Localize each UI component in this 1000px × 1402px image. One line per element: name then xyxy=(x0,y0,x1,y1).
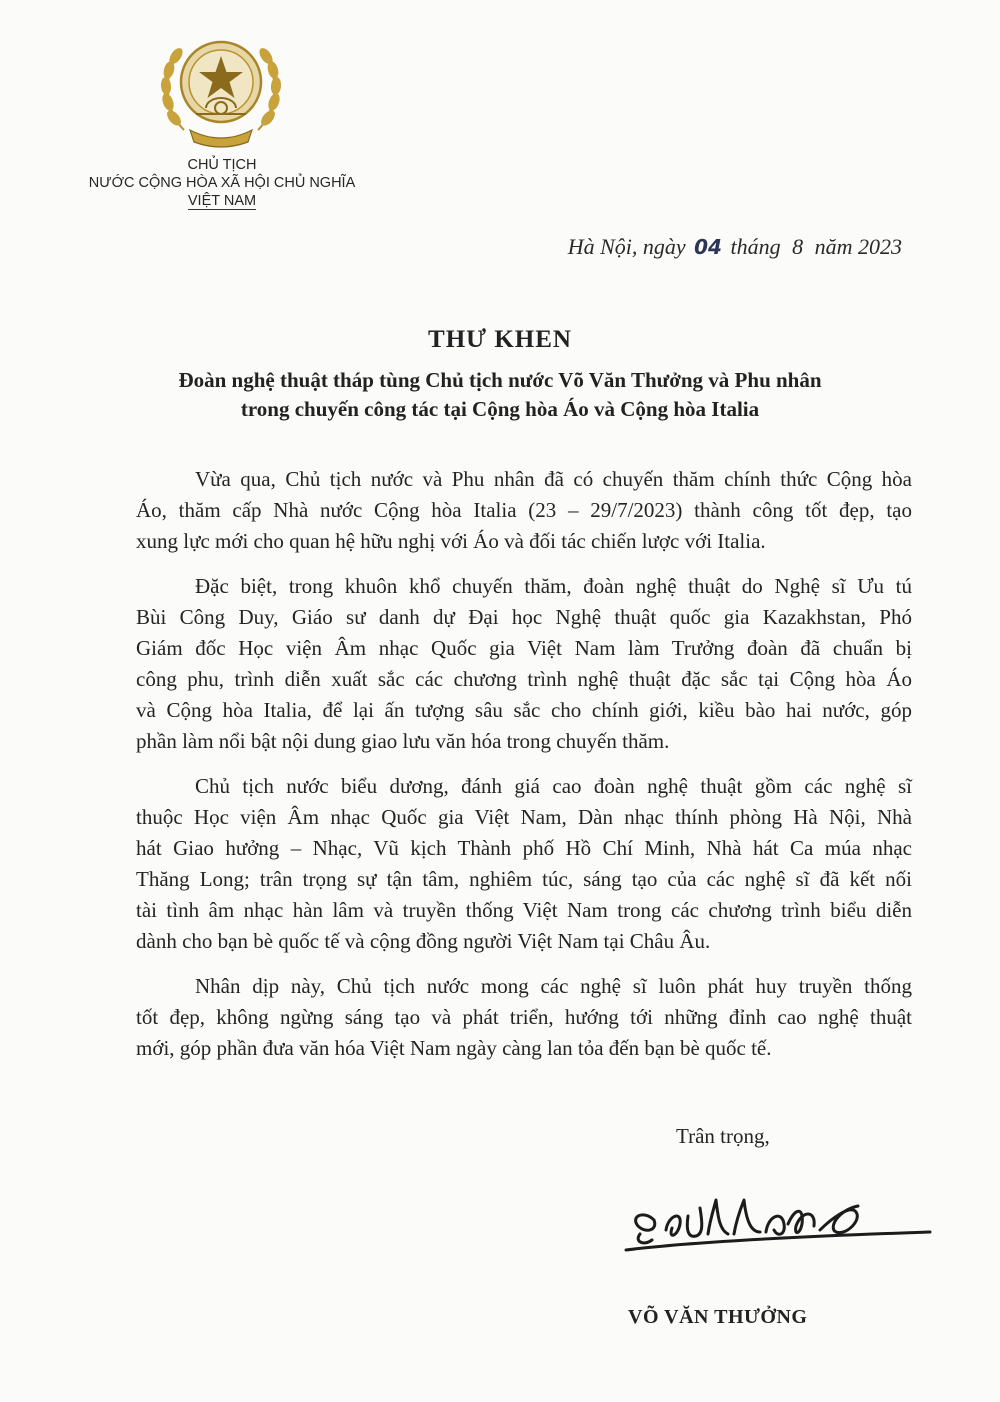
text-line: Vừa qua, Chủ tịch nước và Phu nhân đã có chuyến thăm chính thức Cộng hòa xyxy=(195,467,912,491)
text-line: Thăng Long; trân trọng sự tận tâm, nghiêm túc, sáng tạo của các nghệ sĩ đã kết nối xyxy=(136,867,912,891)
date-prefix: Hà Nội, ngày xyxy=(567,234,686,259)
text-line: mới, góp phần đưa văn hóa Việt Nam ngày càng lan tỏa đến bạn bè quốc tế. xyxy=(136,1036,772,1060)
paragraph-1 xyxy=(136,464,912,557)
text-line: dành cho bạn bè quốc tế và cộng đồng người Việt Nam tại Châu Âu. xyxy=(136,929,711,953)
date-year: năm 2023 xyxy=(814,234,902,259)
text-line: và Cộng hòa Italia, để lại ấn tượng sâu sắc cho chính giới, kiều bào hai nước, góp xyxy=(136,698,912,722)
place-and-date xyxy=(568,234,902,260)
text-line: Nhân dịp này, Chủ tịch nước mong các nghệ sĩ luôn phát huy truyền thống xyxy=(195,974,912,998)
issuer-title: CHỦ TỊCH xyxy=(187,157,257,173)
text-line: tốt đẹp, không ngừng sáng tạo và phát triển, hướng tới những đỉnh cao nghệ thuật xyxy=(136,1005,912,1029)
text-line: Bùi Công Duy, Giáo sư danh dự Đại học Nghệ thuật quốc gia Kazakhstan, Phó xyxy=(136,605,912,629)
document-subtitle xyxy=(120,366,880,424)
signer-name: VÕ VĂN THƯỞNG xyxy=(628,1306,808,1328)
text-line: hát Giao hưởng – Nhạc, Vũ kịch Thành phố Hồ Chí Minh, Nhà hát Ca múa nhạc xyxy=(136,836,912,860)
text-line: xung lực mới cho quan hệ hữu nghị với Áo và đối tác chiến lược với Italia. xyxy=(136,529,766,553)
letter-body xyxy=(136,464,912,1078)
text-line: Chủ tịch nước biểu dương, đánh giá cao đoàn nghệ thuật gồm các nghệ sĩ xyxy=(195,774,912,798)
issuing-authority xyxy=(60,156,384,210)
text-line: tài tình âm nhạc hàn lâm và truyền thống Việt Nam trong các chương trình biểu diễn xyxy=(136,898,912,922)
paragraph-2 xyxy=(136,571,912,757)
issuer-country-name: VIỆT NAM xyxy=(187,193,257,209)
issuer-country: NƯỚC CỘNG HÒA XÃ HỘI CHỦ NGHĨA xyxy=(88,175,356,191)
text-line: thuộc Học viện Âm nhạc Quốc gia Việt Nam, Dàn nhạc thính phòng Hà Nội, Nhà xyxy=(136,805,912,829)
text-line: công phu, trình diễn xuất sắc các chương trình nghệ thuật đặc sắc tại Cộng hòa Áo xyxy=(136,667,912,691)
national-emblem-icon xyxy=(156,26,286,154)
closing-salutation: Trân trọng, xyxy=(676,1124,770,1148)
paragraph-3 xyxy=(136,771,912,957)
text-line: Áo, thăm cấp Nhà nước Cộng hòa Italia (23 – 29/7/2023) thành công tốt đẹp, tạo xyxy=(136,498,912,522)
text-line: Đặc biệt, trong khuôn khổ chuyến thăm, đoàn nghệ thuật do Nghệ sĩ Ưu tú xyxy=(195,574,912,598)
subtitle-line: Đoàn nghệ thuật tháp tùng Chủ tịch nước Võ Văn Thưởng và Phu nhân xyxy=(178,368,822,392)
paragraph-4 xyxy=(136,971,912,1064)
text-line: Giám đốc Học viện Âm nhạc Quốc gia Việt Nam làm Trưởng đoàn đã chuẩn bị xyxy=(136,636,912,660)
document-title: THƯ KHEN xyxy=(428,326,572,353)
date-day: 04 xyxy=(694,235,722,259)
subtitle-line: trong chuyến công tác tại Cộng hòa Áo và Cộng hòa Italia xyxy=(240,397,760,421)
signature-icon xyxy=(610,1180,950,1280)
text-line: phần làm nổi bật nội dung giao lưu văn hóa trong chuyến thăm. xyxy=(136,729,670,753)
date-month-label: tháng xyxy=(730,234,781,259)
date-month: 8 xyxy=(792,234,804,259)
